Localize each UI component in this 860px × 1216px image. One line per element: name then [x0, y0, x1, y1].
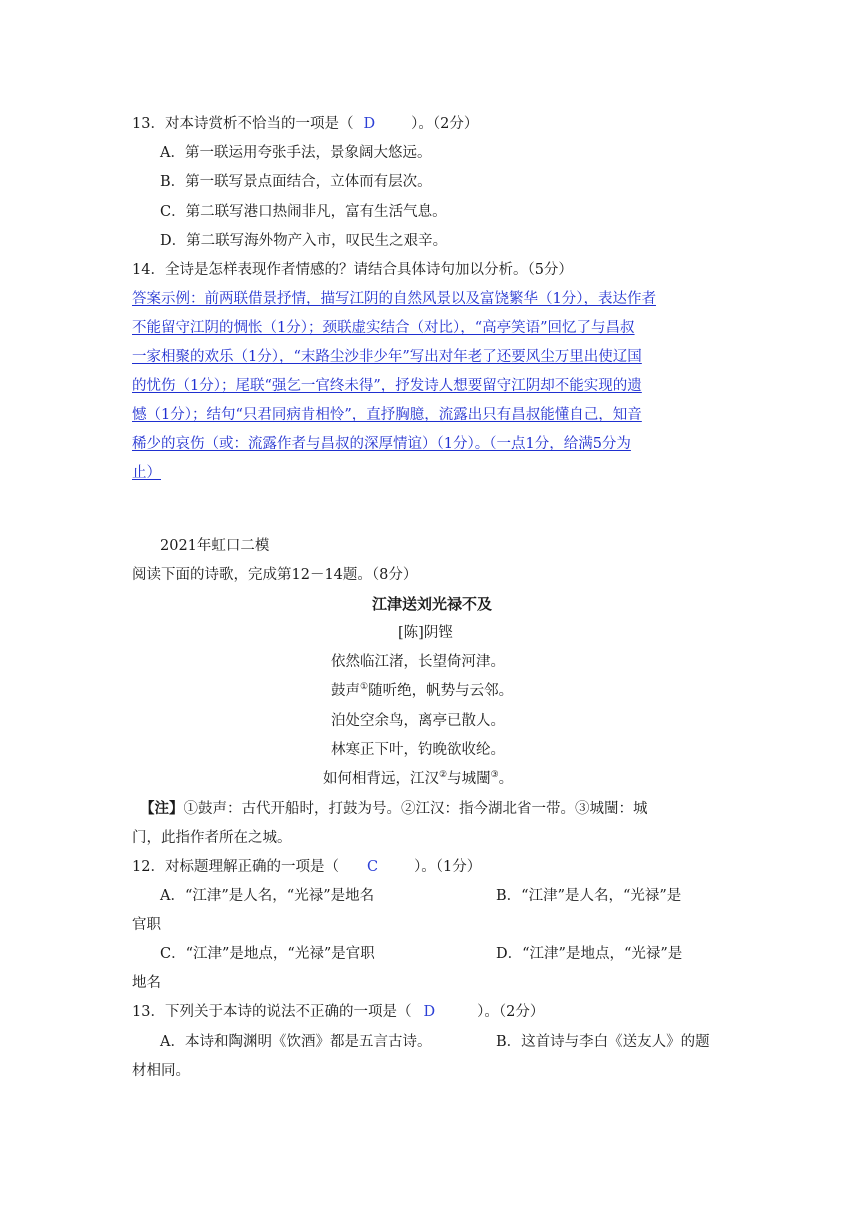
option-d-continued: 地名	[132, 975, 161, 991]
note-line: 门，此指作者所在之城。	[132, 830, 292, 846]
answer-line: 答案示例：前两联借景抒情，描写江阴的自然风景以及富饶繁华（1分），表达作者	[132, 291, 656, 307]
poem-text: 鼓声	[331, 683, 360, 699]
note-text: ①鼓声：古代开船时，打鼓为号。②江汉：指今湖北省一带。③城闉：城	[183, 801, 648, 817]
footnote-marker: ①	[360, 682, 369, 693]
option-c: C．第二联写港口热闹非凡，富有生活气息。	[160, 204, 447, 220]
answer-line: 憾（1分）；结句“只君同病肯相怜”，直抒胸臆，流露出只有昌叔能懂自己，知音	[132, 407, 642, 423]
poem-title: 江津送刘光禄不及	[372, 595, 493, 613]
poem-text: 。	[498, 771, 514, 787]
answer-line: 一家相聚的欢乐（1分），“末路尘沙非少年”写出对年老了还要风尘万里出使辽国	[132, 349, 642, 365]
answer-letter: D	[423, 1004, 436, 1020]
poem-text: 与城闉	[447, 771, 491, 787]
option-a: A．“江津”是人名，“光禄”是地名	[160, 888, 375, 904]
question-13-stem	[132, 1002, 544, 1022]
poem-line: 依然临江渚，长望倚河津。	[331, 654, 505, 670]
poem-text: 随听绝，帆势与云邻。	[368, 683, 514, 699]
question-13-stem	[132, 114, 478, 134]
option-a: A．第一联运用夸张手法，景象阔大悠远。	[160, 145, 432, 161]
question-points: ）。（2分）	[411, 116, 479, 132]
question-14-stem: 14．全诗是怎样表现作者情感的？请结合具体诗句加以分析。（5分）	[132, 262, 573, 278]
note-tag: 【注】	[140, 800, 184, 817]
answer-line: 的忧伤（1分）；尾联“强乞一官终未得”，抒发诗人想要留守江阴却不能实现的遗	[132, 378, 642, 394]
section-source: 2021年虹口二模	[160, 538, 270, 554]
question-stem-text: 12．对标题理解正确的一项是（	[132, 859, 339, 875]
question-points: ）。（2分）	[477, 1004, 545, 1020]
answer-line: 止）	[132, 465, 161, 481]
option-b: B．“江津”是人名，“光禄”是	[496, 888, 682, 904]
section-instruction: 阅读下面的诗歌，完成第12－14题。（8分）	[132, 567, 418, 583]
option-b: B．第一联写景点面结合，立体而有层次。	[160, 174, 432, 190]
option-b-continued: 材相同。	[132, 1063, 190, 1079]
option-b: B．这首诗与李白《送友人》的题	[496, 1034, 710, 1050]
answer-letter: D	[363, 116, 376, 132]
question-12-stem	[132, 857, 481, 877]
option-d: D．第二联写海外物产入市，叹民生之艰辛。	[160, 233, 448, 249]
option-b-continued: 官职	[132, 917, 161, 933]
footnote-marker: ②	[439, 770, 448, 781]
question-points: ）。（1分）	[414, 859, 482, 875]
footnote-marker: ③	[490, 770, 499, 781]
note-line	[140, 799, 648, 819]
answer-line: 不能留守江阴的惆怅（1分）；颈联虚实结合（对比），“高亭笑语”回忆了与昌叔	[132, 320, 635, 336]
poem-line: 林寒正下叶，钓晚欲收纶。	[331, 742, 505, 758]
poem-line	[323, 769, 513, 789]
question-stem-text: 13．对本诗赏析不恰当的一项是（	[132, 116, 354, 132]
option-a: A．本诗和陶渊明《饮酒》都是五言古诗。	[160, 1034, 432, 1050]
poem-author: [陈]阴铿	[398, 625, 453, 641]
poem-line	[331, 681, 513, 701]
answer-line: 稀少的哀伤（或：流露作者与昌叔的深厚情谊）（1分）。（一点1分，给满5分为	[132, 436, 631, 452]
answer-letter: C	[366, 859, 379, 875]
option-c: C．“江津”是地点，“光禄”是官职	[160, 946, 375, 962]
question-stem-text: 13．下列关于本诗的说法不正确的一项是（	[132, 1004, 412, 1020]
option-d: D．“江津”是地点，“光禄”是	[496, 946, 683, 962]
poem-line: 泊处空余鸟，离亭已散人。	[331, 713, 505, 729]
poem-text: 如何相背远，江汉	[323, 771, 439, 787]
